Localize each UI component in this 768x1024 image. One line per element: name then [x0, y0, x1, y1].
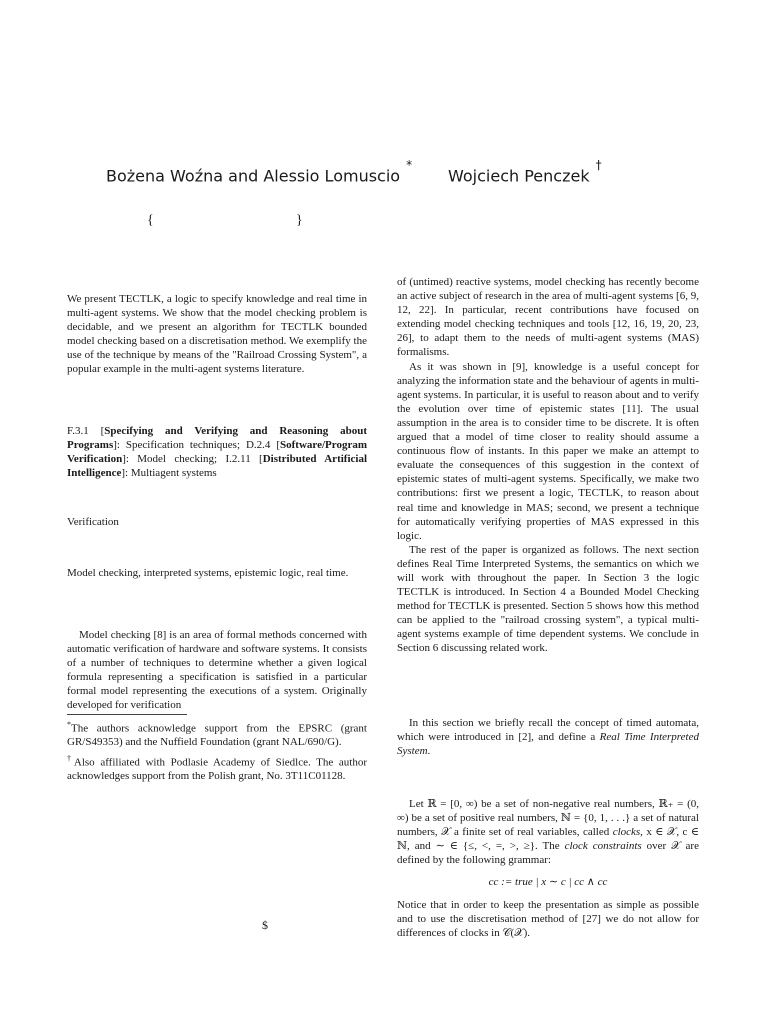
categories-part: ]: Specification techniques; D.2.4 [: [113, 439, 281, 452]
categories-bold: Specifying and Verifying and Reasoning about Programs: [67, 425, 367, 452]
section-intro-part: .: [427, 745, 431, 758]
keywords-text: [67, 566, 367, 580]
section-intro-text: [397, 716, 699, 758]
footnote-1: [67, 718, 367, 749]
definitions-part: , x ∈ 𝒳, c ∈ ℕ, and ∼ ∈ {≤, <, =, >, ≥}. The: [397, 826, 699, 853]
footer-symbol: $: [262, 918, 268, 932]
clock-constraint-grammar: cc := true | x ∼ c | cc ∧ cc: [488, 876, 608, 889]
intro-continued-paragraph: of (untimed) reactive systems, model checking has recently become an active subject of research in the area of multi-agent systems [6, 9, 12, 22]. In particular, recent contributions have focused on extending model checking techniques and tools [12, 16, 19, 20, 23, 26], to adapt them to the needs of multi-agent systems (MAS) formalisms.: [397, 276, 699, 359]
general-terms-paragraph: Verification: [67, 516, 119, 528]
definitions-part: over 𝒳 are defined by the following grammar:: [397, 840, 699, 867]
email-close-brace: }: [296, 213, 303, 228]
authors-left-names: Bożena Woźna and Alessio Lomuscio: [106, 166, 401, 186]
definitions-emphasis: clock constraints: [564, 840, 642, 853]
footnote-rule: [67, 714, 187, 715]
categories-bold: Software/Program Verification: [67, 439, 367, 466]
section-intro-emphasis: Real Time Interpreted System: [397, 731, 699, 758]
keywords-paragraph: Model checking, interpreted systems, epistemic logic, real time.: [67, 567, 349, 579]
discretisation-note-paragraph: Notice that in order to keep the presentation as simple as possible and to use the discretisation method of [27] we do not allow for differences of clocks in 𝒞(𝒳).: [397, 898, 699, 939]
author-right-footnote-mark: †: [595, 158, 602, 172]
email-open-brace: {: [147, 213, 154, 228]
right-column-intro: [397, 275, 699, 656]
footnote-1-mark: *: [67, 720, 71, 729]
introduction-paragraph: Model checking [8] is an area of formal methods concerned with automatic verification of hardware and software systems. It consists of a number of techniques to determine whether a given logical formula representing a specification is satisfied in a particular formal model representing the executions of a system. Originally developed for verification: [67, 629, 367, 712]
footnote-2-mark: †: [67, 754, 74, 764]
categories-text: [67, 424, 367, 480]
definitions-text: [397, 797, 699, 940]
abstract-text: [67, 292, 367, 377]
organization-paragraph: The rest of the paper is organized as follows. The next section defines Real Time Interpreted Systems, the semantics on which we will work with throughout the paper. In Section 3 the logic TECTLK is introduced. In Section 4 a Bounded Model Checking method for TECTLK is presented. Section 5 shows how this method can be applied to the "railroad crossing system", a typical multi-agent systems example of time dependent systems. We conclude in Section 6 discussing related work.: [397, 543, 699, 655]
author-right-name: Wojciech Penczek: [448, 166, 590, 186]
categories-part: ]: Multiagent systems: [121, 467, 217, 480]
footnote-2-text: Also affiliated with Podlasie Academy of Siedlce. The author acknowledges support from the Polish grant, No. 3T11C01128.: [67, 756, 368, 782]
authors-left-footnote-mark: *: [406, 158, 413, 172]
footnotes: [67, 718, 367, 783]
categories-paragraph: [67, 424, 367, 480]
abstract-paragraph: We present TECTLK, a logic to specify knowledge and real time in multi-agent systems. We show that the model checking problem is decidable, and we present an algorithm for TECTLK bounded model checking based on a discretisation method. We exemplify the use of the technique by means of the "Railroad Crossing System", a popular example in the multi-agent systems literature.: [67, 293, 367, 376]
section-intro-part: In this section we briefly recall the concept of timed automata, which were introduced in [2], and define a: [397, 717, 699, 744]
categories-bold: Distributed Artificial Intelligence: [67, 453, 367, 480]
general-terms-text: [67, 515, 367, 529]
definitions-emphasis: clocks: [612, 826, 641, 839]
footnote-2: [67, 752, 367, 783]
section-intro-paragraph: [397, 716, 699, 758]
definitions-paragraph: [397, 797, 699, 867]
categories-part: F.3.1 [: [67, 425, 105, 437]
footnote-1-text: The authors acknowledge support from the EPSRC (grant GR/S49353) and the Nuffield Foundation (grant NAL/690/G).: [67, 722, 367, 748]
categories-part: ]: Model checking; I.2.11 [: [122, 453, 263, 466]
author-right: [448, 158, 602, 186]
authors-left: [106, 158, 413, 186]
definitions-part: Let ℝ = [0, ∞) be a set of non-negative real numbers, ℝ₊ = (0, ∞) be a set of positive real numbers, ℕ = {0, 1, . . .} a set of natural numbers, 𝒳 a finite set of real variables, called: [397, 798, 699, 839]
knowledge-paragraph: As it was shown in [9], knowledge is a useful concept for analyzing the information state and the behaviour of agents in multi-agent systems. In particular, it is useful to reason about and to verify the evolution over time of epistemic states [11]. The usual assumption in the area is to consider time to be discrete. It is often argued that a model of time closer to reality should assume a continuous flow of instants. In this paper we make an attempt to evaluate the consequences of this suggestion in the context of epistemic states of multi-agent systems. Specifically, we make two contributions: first we present a logic, TECTLK, to reason about real time and knowledge in MAS; second, we present a technique for automatically verifying properties of MAS expressed in this logic.: [397, 360, 699, 542]
introduction-text: [67, 628, 367, 713]
